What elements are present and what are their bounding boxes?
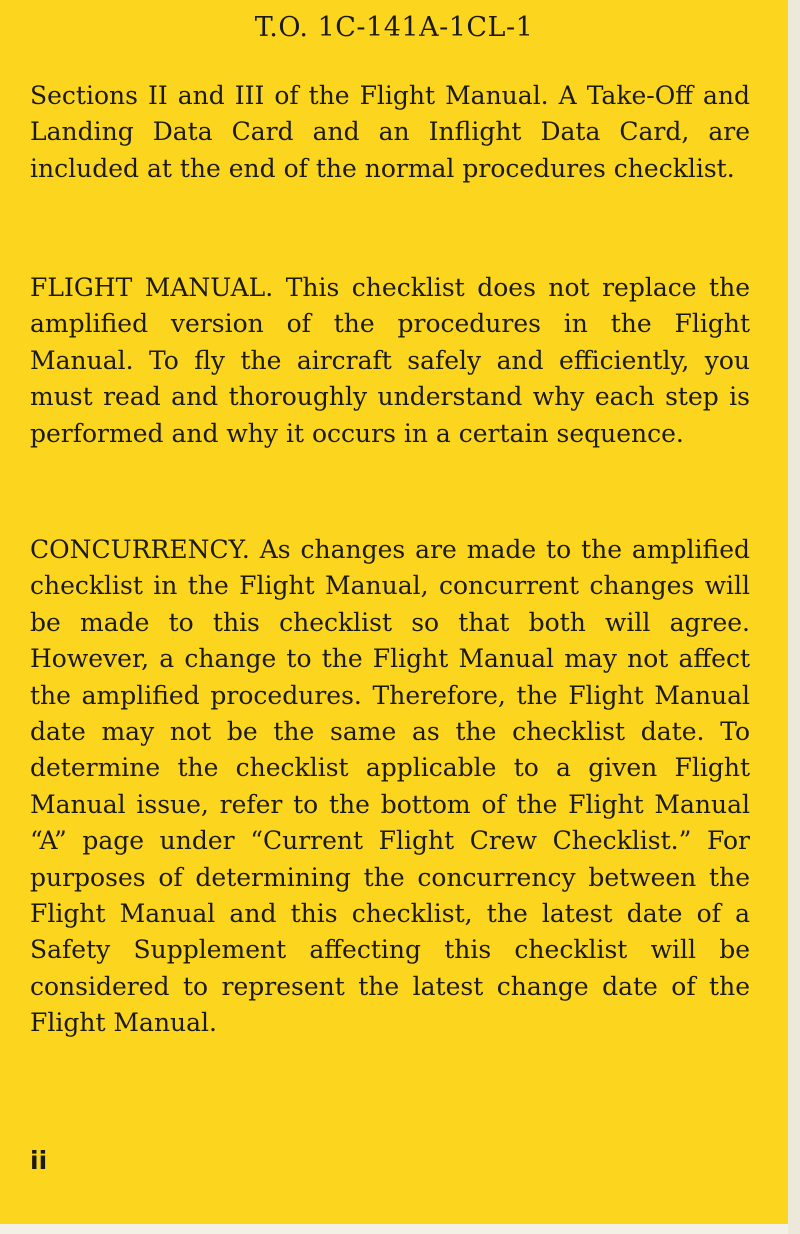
- page-number: ii: [30, 1146, 48, 1175]
- document-number: T.O. 1C-141A-1CL-1: [254, 12, 534, 43]
- intro-paragraph: Sections II and III of the Flight Manual. A Take-Off and Landing Data Card and an Inflight Data Card, are included at the end of the normal procedures checklist.: [30, 81, 750, 183]
- concurrency-paragraph: CONCURRENCY. As changes are made to the amplified checklist in the Flight Manual, concurrent changes will be made to this checklist so that both will agree. However, a change to the Flight Manual may not affect the amplified procedures. Therefore, the Flight Manual date may not be the same as the checklist date. To determine the checklist applicable to a given Flight Manual issue, refer to the bottom of the Flight Manual “A” page under “Current Flight Crew Checklist.” For purposes of determining the concurrency between the Flight Manual and this checklist, the latest date of a Safety Supplement affecting this checklist will be considered to represent the latest change date of the Flight Manual.: [30, 535, 750, 1038]
- page-edge: [788, 0, 800, 1234]
- flight-manual-paragraph: FLIGHT MANUAL. This checklist does not replace the amplified version of the procedures in the Flight Manual. To fly the aircraft safely and efficiently, you must read and thoroughly understand why each step is performed and why it occurs in a certain sequence.: [30, 273, 750, 448]
